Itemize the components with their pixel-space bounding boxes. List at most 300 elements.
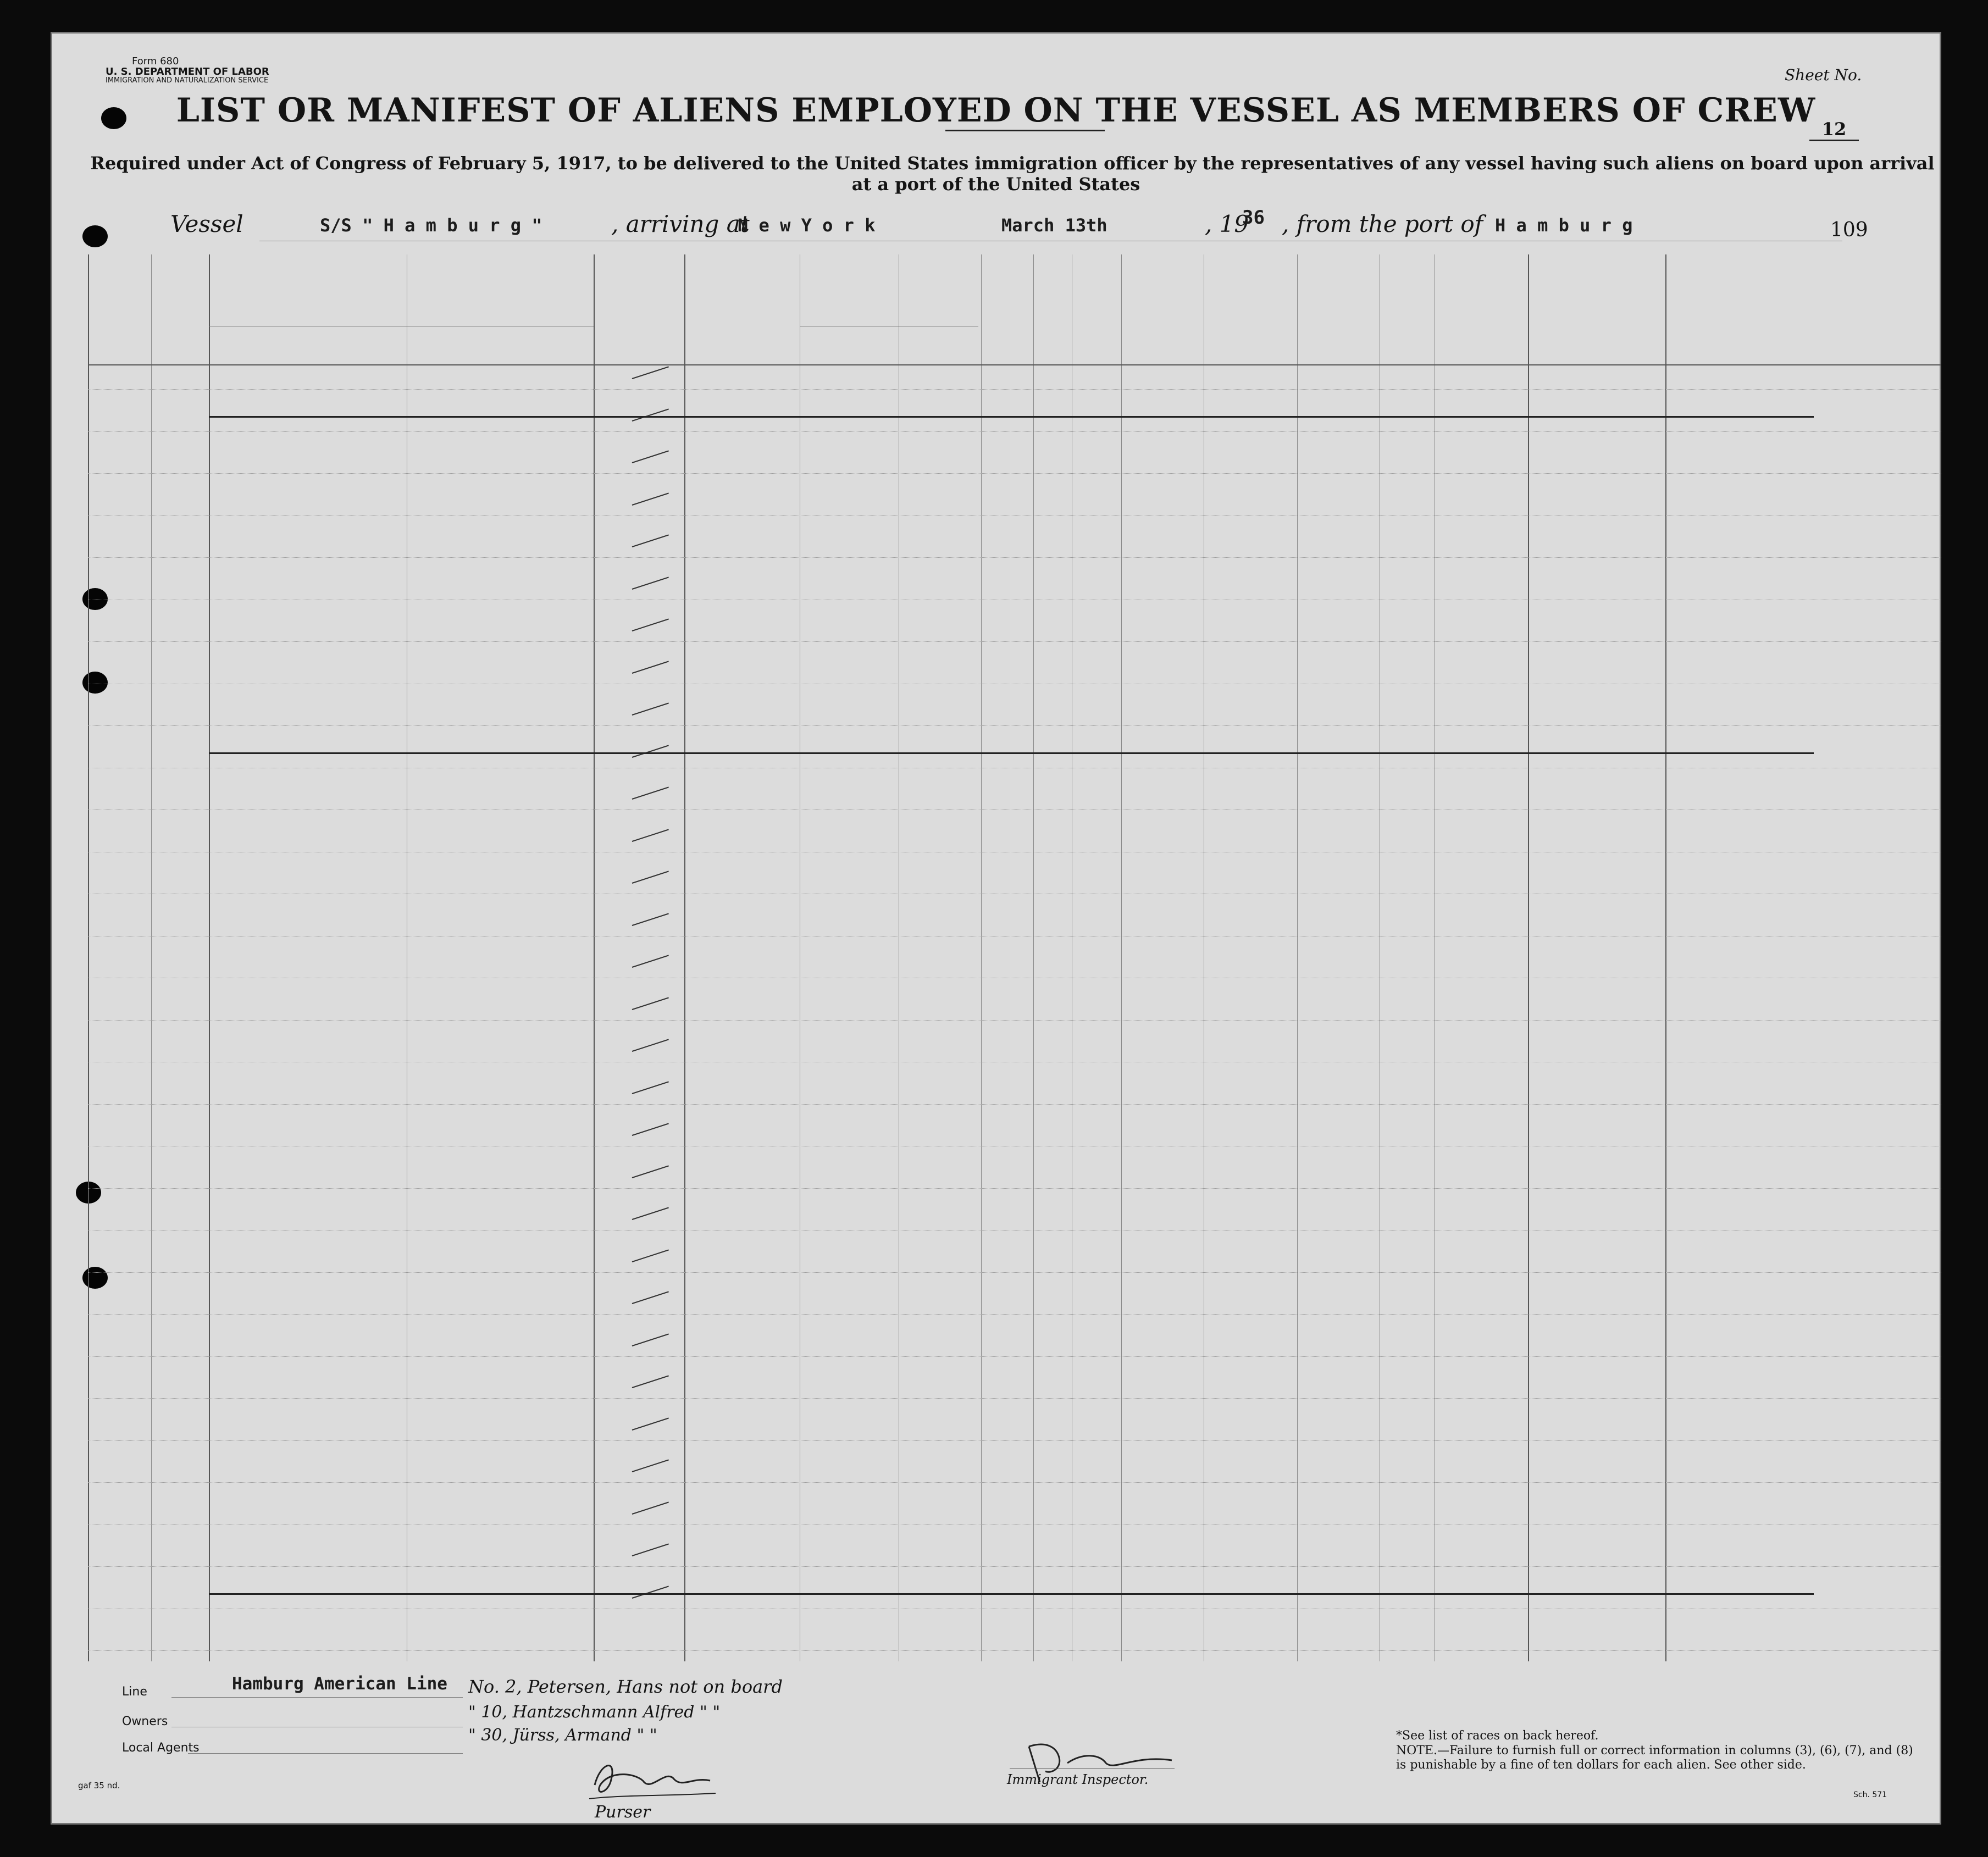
cell-discharged — [981, 740, 1033, 762]
cell-read — [1033, 698, 1072, 720]
cell-family — [206, 1202, 407, 1224]
cell-where — [899, 1455, 981, 1477]
cell-read — [1033, 488, 1072, 510]
cell-given — [409, 1077, 594, 1099]
cell-nationality — [1259, 1497, 1380, 1519]
row-strikethrough — [209, 1593, 1814, 1595]
cell-where — [899, 530, 981, 552]
cell-marks — [1495, 530, 1665, 552]
cell-race — [1165, 1497, 1259, 1519]
sheet-label: Sheet No. — [1785, 66, 1862, 84]
purser-signature — [578, 1747, 732, 1807]
cell-prev — [158, 1497, 209, 1519]
cell-weight — [1435, 1371, 1495, 1393]
purser-label: Purser — [595, 1803, 651, 1822]
cell-read — [1033, 1118, 1072, 1140]
handwritten-note-3: " 30, Jürss, Armand " " — [468, 1726, 657, 1745]
cell-when — [800, 1539, 899, 1561]
cell-weight — [1435, 1077, 1495, 1099]
cell-sex — [1121, 446, 1165, 468]
cell-marks — [1495, 572, 1665, 594]
cell-marks — [1495, 782, 1665, 804]
cell-sex — [1121, 1287, 1165, 1309]
cell-height — [1380, 614, 1435, 636]
cell-when — [800, 1287, 899, 1309]
cell-height — [1380, 362, 1435, 384]
cell-discharged — [981, 1118, 1033, 1140]
cell-no — [88, 1455, 151, 1477]
cell-no — [88, 740, 151, 762]
cell-prev — [158, 1413, 209, 1435]
cell-when — [800, 950, 899, 972]
cell-where — [899, 1581, 981, 1603]
cell-given — [409, 362, 594, 384]
cell-family — [206, 1371, 407, 1393]
cell-height — [1380, 656, 1435, 678]
cell-read — [1033, 446, 1072, 468]
cell-prev — [158, 1034, 209, 1056]
cell-family — [206, 1329, 407, 1351]
cell-length — [594, 614, 684, 636]
cell-family — [206, 614, 407, 636]
cell-given — [409, 404, 594, 426]
cell-race — [1165, 488, 1259, 510]
cell-when — [800, 614, 899, 636]
row-rule — [88, 557, 1941, 558]
cell-discharged — [981, 488, 1033, 510]
cell-length — [594, 824, 684, 846]
cell-family — [206, 908, 407, 930]
cell-given — [409, 908, 594, 930]
cell-sex — [1121, 530, 1165, 552]
cell-sex — [1121, 1455, 1165, 1477]
cell-age — [1072, 782, 1121, 804]
row-rule — [88, 725, 1941, 726]
cell-length — [594, 656, 684, 678]
cell-sex — [1121, 993, 1165, 1015]
cell-length — [594, 488, 684, 510]
cell-height — [1380, 1413, 1435, 1435]
cell-position — [679, 1455, 800, 1477]
cell-given — [409, 1581, 594, 1603]
cell-no — [88, 488, 151, 510]
cell-position — [679, 866, 800, 888]
cell-nationality — [1259, 824, 1380, 846]
from-port-label: , from the port of — [1282, 210, 1483, 237]
cell-discharged — [981, 698, 1033, 720]
cell-age — [1072, 530, 1121, 552]
cell-length — [594, 1455, 684, 1477]
cell-where — [899, 950, 981, 972]
cell-given — [409, 866, 594, 888]
cell-given — [409, 740, 594, 762]
cell-height — [1380, 1455, 1435, 1477]
cell-length — [594, 908, 684, 930]
row-strikethrough — [209, 416, 1814, 418]
cell-prev — [158, 530, 209, 552]
cell-where — [899, 1329, 981, 1351]
cell-read — [1033, 1497, 1072, 1519]
cell-prev — [158, 782, 209, 804]
cell-length — [594, 740, 684, 762]
cell-discharged — [981, 446, 1033, 468]
cell-nationality — [1259, 698, 1380, 720]
cell-prev — [158, 740, 209, 762]
cell-remarks — [1665, 530, 1803, 552]
cell-where — [899, 1539, 981, 1561]
cell-race — [1165, 993, 1259, 1015]
cell-remarks — [1665, 1287, 1803, 1309]
cell-length — [594, 866, 684, 888]
cell-length — [594, 1413, 684, 1435]
cell-read — [1033, 1245, 1072, 1267]
form-number: Form 680 — [132, 56, 179, 67]
cell-prev — [158, 1371, 209, 1393]
cell-nationality — [1259, 362, 1380, 384]
row-rule — [88, 1020, 1941, 1021]
cell-discharged — [981, 1413, 1033, 1435]
cell-position — [679, 1118, 800, 1140]
local-agents-label: Local Agents — [122, 1741, 200, 1755]
cell-family — [206, 1413, 407, 1435]
cell-sex — [1121, 1581, 1165, 1603]
cell-given — [409, 446, 594, 468]
cell-when — [800, 740, 899, 762]
cell-position — [679, 1245, 800, 1267]
cell-when — [800, 1581, 899, 1603]
cell-weight — [1435, 656, 1495, 678]
cell-discharged — [981, 1371, 1033, 1393]
cell-when — [800, 1077, 899, 1099]
cell-where — [899, 1497, 981, 1519]
cell-discharged — [981, 1497, 1033, 1519]
cell-sex — [1121, 1371, 1165, 1393]
cell-height — [1380, 1497, 1435, 1519]
cell-race — [1165, 1413, 1259, 1435]
cell-prev — [158, 1245, 209, 1267]
cell-no — [88, 698, 151, 720]
cell-prev — [158, 1455, 209, 1477]
cell-remarks — [1665, 740, 1803, 762]
cell-race — [1165, 656, 1259, 678]
cell-weight — [1435, 1245, 1495, 1267]
cell-where — [899, 1371, 981, 1393]
cell-height — [1380, 572, 1435, 594]
cell-age — [1072, 614, 1121, 636]
cell-sex — [1121, 1161, 1165, 1183]
cell-age — [1072, 993, 1121, 1015]
form-title: LIST OR MANIFEST OF ALIENS EMPLOYED ON THE VESSEL AS MEMBERS OF CREW — [176, 91, 1816, 130]
cell-no — [88, 1161, 151, 1183]
cell-no — [88, 362, 151, 384]
cell-nationality — [1259, 866, 1380, 888]
cell-marks — [1495, 1287, 1665, 1309]
cell-when — [800, 908, 899, 930]
cell-when — [800, 782, 899, 804]
cell-prev — [158, 656, 209, 678]
inspector-label: Immigrant Inspector. — [1007, 1772, 1149, 1787]
cell-family — [206, 1287, 407, 1309]
cell-where — [899, 656, 981, 678]
cell-sex — [1121, 1413, 1165, 1435]
cell-given — [409, 993, 594, 1015]
cell-weight — [1435, 1581, 1495, 1603]
cell-where — [899, 1413, 981, 1435]
cell-prev — [158, 1118, 209, 1140]
cell-position — [679, 1077, 800, 1099]
cell-read — [1033, 1413, 1072, 1435]
cell-position — [679, 656, 800, 678]
cell-nationality — [1259, 572, 1380, 594]
cell-read — [1033, 1329, 1072, 1351]
cell-race — [1165, 1371, 1259, 1393]
cell-when — [800, 1413, 899, 1435]
cell-no — [88, 656, 151, 678]
cell-age — [1072, 1287, 1121, 1309]
cell-discharged — [981, 1245, 1033, 1267]
cell-where — [899, 1118, 981, 1140]
cell-age — [1072, 488, 1121, 510]
cell-no — [88, 446, 151, 468]
from-port: H a m b u r g — [1495, 215, 1633, 236]
cell-marks — [1495, 1161, 1665, 1183]
cell-sex — [1121, 698, 1165, 720]
cell-age — [1072, 1413, 1121, 1435]
cell-family — [206, 1539, 407, 1561]
cell-height — [1380, 1161, 1435, 1183]
races-note: *See list of races on back hereof. — [1396, 1729, 1599, 1743]
cell-remarks — [1665, 614, 1803, 636]
cell-weight — [1435, 1118, 1495, 1140]
cell-no — [88, 1497, 151, 1519]
cell-race — [1165, 824, 1259, 846]
cell-no — [88, 1118, 151, 1140]
cell-age — [1072, 698, 1121, 720]
cell-weight — [1435, 1539, 1495, 1561]
cell-length — [594, 1581, 684, 1603]
cell-no — [88, 1077, 151, 1099]
cell-family — [206, 866, 407, 888]
cell-age — [1072, 1161, 1121, 1183]
cell-race — [1165, 1118, 1259, 1140]
cell-remarks — [1665, 908, 1803, 930]
cell-when — [800, 1245, 899, 1267]
cell-read — [1033, 1287, 1072, 1309]
cell-prev — [158, 1161, 209, 1183]
row-rule — [88, 473, 1941, 474]
cell-weight — [1435, 1455, 1495, 1477]
cell-nationality — [1259, 993, 1380, 1015]
cell-position — [679, 782, 800, 804]
cell-read — [1033, 1202, 1072, 1224]
cell-marks — [1495, 866, 1665, 888]
cell-when — [800, 1202, 899, 1224]
cell-given — [409, 1455, 594, 1477]
cell-given — [409, 1329, 594, 1351]
cell-position — [679, 698, 800, 720]
cell-remarks — [1665, 698, 1803, 720]
cell-family — [206, 362, 407, 384]
cell-nationality — [1259, 656, 1380, 678]
row-rule — [88, 641, 1941, 642]
cell-discharged — [981, 1287, 1033, 1309]
cell-marks — [1495, 656, 1665, 678]
cell-family — [206, 656, 407, 678]
cell-nationality — [1259, 782, 1380, 804]
cell-position — [679, 824, 800, 846]
cell-marks — [1495, 993, 1665, 1015]
cell-read — [1033, 572, 1072, 594]
cell-remarks — [1665, 993, 1803, 1015]
cell-age — [1072, 1371, 1121, 1393]
cell-nationality — [1259, 950, 1380, 972]
cell-age — [1072, 1034, 1121, 1056]
cell-nationality — [1259, 530, 1380, 552]
cell-prev — [158, 950, 209, 972]
cell-position — [679, 572, 800, 594]
failure-note-2: is punishable by a fine of ten dollars for each alien. See other side. — [1396, 1758, 1806, 1772]
row-rule — [88, 1482, 1941, 1483]
cell-sex — [1121, 614, 1165, 636]
cell-given — [409, 614, 594, 636]
cell-sex — [1121, 1202, 1165, 1224]
cell-length — [594, 1497, 684, 1519]
cell-prev — [158, 362, 209, 384]
row-rule — [88, 389, 1941, 390]
cell-family — [206, 824, 407, 846]
cell-weight — [1435, 1287, 1495, 1309]
cell-weight — [1435, 1161, 1495, 1183]
cell-prev — [158, 1581, 209, 1603]
cell-remarks — [1665, 824, 1803, 846]
column-divider — [151, 254, 152, 1661]
cell-position — [679, 993, 800, 1015]
department-name: U. S. DEPARTMENT OF LABOR — [106, 66, 269, 77]
cell-sex — [1121, 1245, 1165, 1267]
cell-nationality — [1259, 614, 1380, 636]
cell-when — [800, 698, 899, 720]
binder-hole — [101, 107, 126, 129]
cell-weight — [1435, 1329, 1495, 1351]
cell-remarks — [1665, 656, 1803, 678]
cell-nationality — [1259, 404, 1380, 426]
cell-position — [679, 404, 800, 426]
cell-length — [594, 698, 684, 720]
cell-prev — [158, 698, 209, 720]
cell-no — [88, 1581, 151, 1603]
cell-height — [1380, 1118, 1435, 1140]
cell-no — [88, 572, 151, 594]
cell-age — [1072, 1539, 1121, 1561]
cell-weight — [1435, 782, 1495, 804]
schedule-number: Sch. 571 — [1853, 1791, 1887, 1799]
cell-age — [1072, 362, 1121, 384]
cell-sex — [1121, 404, 1165, 426]
cell-marks — [1495, 1371, 1665, 1393]
cell-read — [1033, 362, 1072, 384]
cell-remarks — [1665, 362, 1803, 384]
cell-weight — [1435, 1034, 1495, 1056]
cell-sex — [1121, 908, 1165, 930]
cell-discharged — [981, 1455, 1033, 1477]
cell-age — [1072, 824, 1121, 846]
cell-nationality — [1259, 1371, 1380, 1393]
cell-given — [409, 1497, 594, 1519]
cell-prev — [158, 908, 209, 930]
cell-age — [1072, 1202, 1121, 1224]
cell-given — [409, 950, 594, 972]
cell-weight — [1435, 362, 1495, 384]
cell-remarks — [1665, 1413, 1803, 1435]
year-prefix: , 19 — [1205, 210, 1249, 237]
cell-age — [1072, 1245, 1121, 1267]
cell-family — [206, 404, 407, 426]
cell-no — [88, 1371, 151, 1393]
cell-where — [899, 614, 981, 636]
cell-height — [1380, 404, 1435, 426]
cell-nationality — [1259, 740, 1380, 762]
cell-sex — [1121, 1329, 1165, 1351]
cell-discharged — [981, 993, 1033, 1015]
cell-sex — [1121, 656, 1165, 678]
cell-sex — [1121, 740, 1165, 762]
cell-height — [1380, 866, 1435, 888]
cell-read — [1033, 1455, 1072, 1477]
cell-nationality — [1259, 1287, 1380, 1309]
cell-marks — [1495, 824, 1665, 846]
cell-given — [409, 530, 594, 552]
cell-when — [800, 1455, 899, 1477]
cell-no — [88, 1413, 151, 1435]
cell-marks — [1495, 362, 1665, 384]
cell-age — [1072, 1077, 1121, 1099]
cell-family — [206, 530, 407, 552]
cell-when — [800, 1161, 899, 1183]
cell-discharged — [981, 908, 1033, 930]
cell-discharged — [981, 1329, 1033, 1351]
cell-position — [679, 908, 800, 930]
cell-marks — [1495, 1118, 1665, 1140]
cell-prev — [158, 614, 209, 636]
cell-length — [594, 1371, 684, 1393]
cell-no — [88, 614, 151, 636]
cell-remarks — [1665, 1245, 1803, 1267]
cell-sex — [1121, 572, 1165, 594]
cell-height — [1380, 1539, 1435, 1561]
cell-weight — [1435, 530, 1495, 552]
cell-marks — [1495, 1202, 1665, 1224]
cell-no — [88, 866, 151, 888]
cell-where — [899, 1202, 981, 1224]
cell-where — [899, 740, 981, 762]
cell-family — [206, 950, 407, 972]
cell-marks — [1495, 1455, 1665, 1477]
printer-mark: gaf 35 nd. — [78, 1781, 120, 1791]
cell-read — [1033, 1539, 1072, 1561]
cell-weight — [1435, 446, 1495, 468]
cell-when — [800, 1329, 899, 1351]
cell-no — [88, 1245, 151, 1267]
vessel-name: S/S " H a m b u r g " — [320, 215, 542, 236]
page-number: 109 — [1830, 219, 1868, 241]
cell-position — [679, 614, 800, 636]
cell-weight — [1435, 572, 1495, 594]
cell-discharged — [981, 866, 1033, 888]
cell-given — [409, 782, 594, 804]
cell-prev — [158, 572, 209, 594]
cell-prev — [158, 404, 209, 426]
cell-remarks — [1665, 1329, 1803, 1351]
